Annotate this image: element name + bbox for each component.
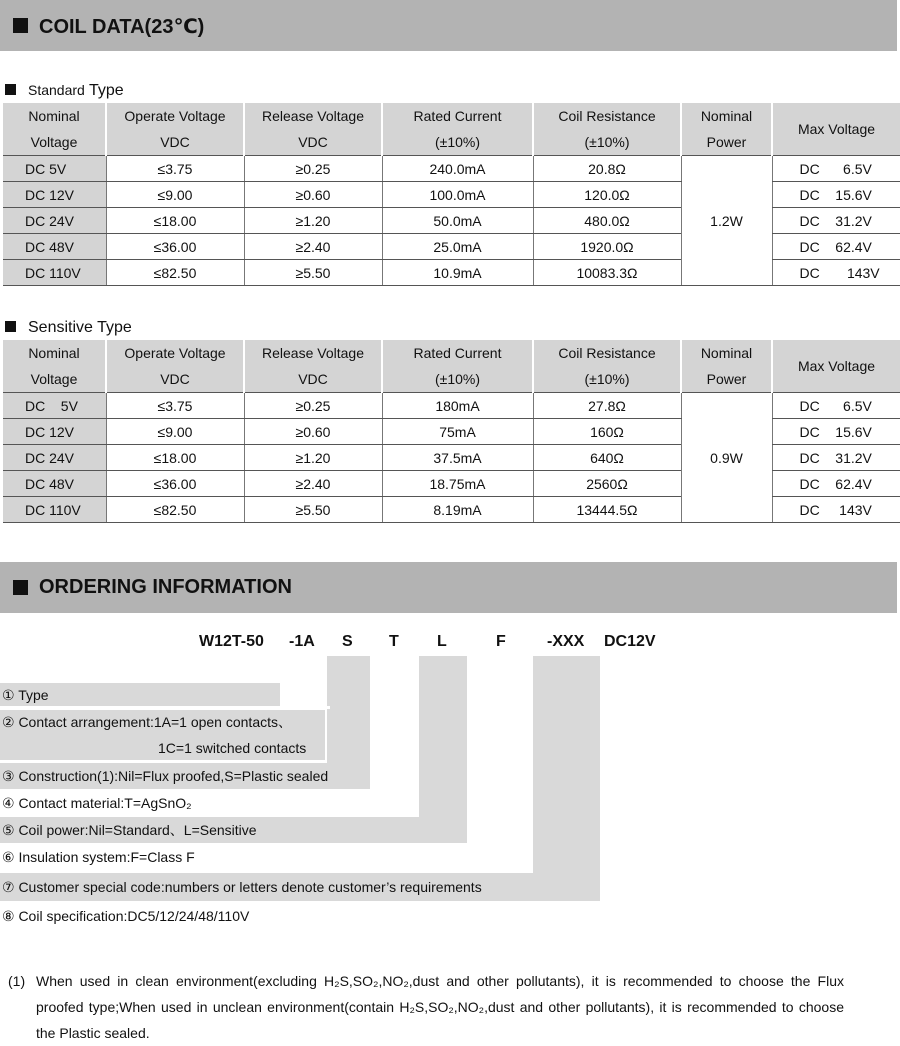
- code-power: L: [437, 633, 447, 650]
- code-model: W12T-50: [199, 633, 264, 650]
- max-voltage-cell: DC 31.2V: [772, 208, 900, 234]
- nominal-voltage-cell: DC 110V: [3, 497, 106, 523]
- header-cell: Nominal Power: [681, 340, 772, 393]
- header-cell: Operate Voltage VDC: [106, 103, 244, 156]
- coil-resistance-cell: 27.8Ω: [533, 393, 681, 419]
- nominal-power-cell: 1.2W: [681, 156, 772, 286]
- section-title: COIL DATA(23℃): [39, 16, 205, 38]
- nominal-power-cell: 0.9W: [681, 393, 772, 523]
- sensitive-type-heading: Sensitive Type: [5, 319, 132, 337]
- coil-resistance-cell: 640Ω: [533, 445, 681, 471]
- ordering-line-arrangement-2: 1C=1 switched contacts: [158, 740, 307, 756]
- release-voltage-cell: ≥5.50: [244, 260, 382, 286]
- operate-voltage-cell: ≤82.50: [106, 260, 244, 286]
- code-insulation: F: [496, 633, 506, 650]
- release-voltage-cell: ≥1.20: [244, 208, 382, 234]
- code-arrangement: -1A: [289, 633, 315, 650]
- max-voltage-cell: DC 6.5V: [772, 156, 900, 182]
- footnote-text: When used in clean environment(excluding H₂S,SO₂,NO₂,dust and other pollutants), it is recommended to choose the Flux proofed type;When used in unclean environment(contain H₂S,SO₂,NO₂,dust and other pollutants), it is recommended to choose the Plastic sealed.: [36, 973, 844, 1041]
- table-row: [3, 393, 900, 419]
- max-voltage-cell: DC 15.6V: [772, 182, 900, 208]
- operate-voltage-cell: ≤9.00: [106, 182, 244, 208]
- coil-resistance-cell: 480.0Ω: [533, 208, 681, 234]
- table-header-row: [3, 103, 900, 156]
- max-voltage-cell: DC 62.4V: [772, 471, 900, 497]
- ordering-line-coil: ⑧ Coil specification:DC5/12/24/48/110V: [2, 908, 250, 924]
- release-voltage-cell: ≥2.40: [244, 471, 382, 497]
- max-voltage-cell: DC 15.6V: [772, 419, 900, 445]
- rated-current-cell: 8.19mA: [382, 497, 533, 523]
- rated-current-cell: 75mA: [382, 419, 533, 445]
- nominal-voltage-cell: DC 5V: [3, 393, 106, 419]
- operate-voltage-cell: ≤82.50: [106, 497, 244, 523]
- nominal-voltage-cell: DC 5V: [3, 156, 106, 182]
- header-cell: Coil Resistance (±10%): [533, 103, 681, 156]
- coil-data-header: [0, 0, 897, 51]
- release-voltage-cell: ≥0.60: [244, 419, 382, 445]
- square-bullet-icon: [13, 580, 28, 595]
- footnote-number: (1): [8, 973, 26, 989]
- power-column: [419, 656, 467, 843]
- release-voltage-cell: ≥1.20: [244, 445, 382, 471]
- operate-voltage-cell: ≤3.75: [106, 393, 244, 419]
- nominal-voltage-cell: DC 110V: [3, 260, 106, 286]
- ordering-line-material: ④ Contact material:T=AgSnO₂: [2, 795, 192, 811]
- rated-current-cell: 10.9mA: [382, 260, 533, 286]
- code-custom: -XXX: [547, 633, 585, 650]
- header-cell: Max Voltage: [772, 103, 900, 156]
- square-bullet-icon: [5, 84, 16, 95]
- ordering-line-construction: ③ Construction(1):Nil=Flux proofed,S=Plastic sealed: [2, 768, 329, 784]
- max-voltage-cell: DC 62.4V: [772, 234, 900, 260]
- operate-voltage-cell: ≤18.00: [106, 208, 244, 234]
- rated-current-cell: 240.0mA: [382, 156, 533, 182]
- release-voltage-cell: ≥0.60: [244, 182, 382, 208]
- coil-resistance-cell: 160Ω: [533, 419, 681, 445]
- header-cell: Max Voltage: [772, 340, 900, 393]
- header-cell: Operate Voltage VDC: [106, 340, 244, 393]
- header-cell: Rated Current (±10%): [382, 103, 533, 156]
- section-title: ORDERING INFORMATION: [39, 576, 292, 598]
- table-header-row: [3, 340, 900, 393]
- ordering-line-insulation: ⑥ Insulation system:F=Class F: [2, 849, 195, 865]
- sensitive-coil-table: [3, 340, 900, 523]
- operate-voltage-cell: ≤36.00: [106, 234, 244, 260]
- nominal-voltage-cell: DC 48V: [3, 234, 106, 260]
- header-cell: Nominal Voltage: [3, 103, 106, 156]
- operate-voltage-cell: ≤3.75: [106, 156, 244, 182]
- coil-resistance-cell: 13444.5Ω: [533, 497, 681, 523]
- coil-resistance-cell: 1920.0Ω: [533, 234, 681, 260]
- nominal-voltage-cell: DC 12V: [3, 419, 106, 445]
- release-voltage-cell: ≥5.50: [244, 497, 382, 523]
- release-voltage-cell: ≥0.25: [244, 156, 382, 182]
- coil-resistance-cell: 120.0Ω: [533, 182, 681, 208]
- rated-current-cell: 100.0mA: [382, 182, 533, 208]
- ordering-line-type: ① Type: [2, 687, 49, 703]
- table-row: [3, 156, 900, 182]
- release-voltage-cell: ≥0.25: [244, 393, 382, 419]
- rated-current-cell: 18.75mA: [382, 471, 533, 497]
- ordering-information-header: [0, 562, 897, 613]
- operate-voltage-cell: ≤36.00: [106, 471, 244, 497]
- ordering-line-custom: ⑦ Customer special code:numbers or letters denote customer’s requirements: [2, 879, 482, 895]
- rated-current-cell: 37.5mA: [382, 445, 533, 471]
- ordering-line-arrangement: ② Contact arrangement:1A=1 open contacts、: [2, 714, 292, 730]
- nominal-voltage-cell: DC 24V: [3, 208, 106, 234]
- header-cell: Nominal Power: [681, 103, 772, 156]
- coil-resistance-cell: 10083.3Ω: [533, 260, 681, 286]
- header-cell: Coil Resistance (±10%): [533, 340, 681, 393]
- max-voltage-cell: DC 143V: [772, 497, 900, 523]
- release-voltage-cell: ≥2.40: [244, 234, 382, 260]
- nominal-voltage-cell: DC 12V: [3, 182, 106, 208]
- header-cell: Rated Current (±10%): [382, 340, 533, 393]
- operate-voltage-cell: ≤9.00: [106, 419, 244, 445]
- nominal-voltage-cell: DC 48V: [3, 471, 106, 497]
- square-bullet-icon: [13, 18, 28, 33]
- nominal-voltage-cell: DC 24V: [3, 445, 106, 471]
- header-cell: Release Voltage VDC: [244, 340, 382, 393]
- rated-current-cell: 180mA: [382, 393, 533, 419]
- custom-column: [533, 656, 600, 901]
- rated-current-cell: 25.0mA: [382, 234, 533, 260]
- operate-voltage-cell: ≤18.00: [106, 445, 244, 471]
- ordering-line-power: ⑤ Coil power:Nil=Standard、L=Sensitive: [2, 822, 257, 838]
- coil-resistance-cell: 2560Ω: [533, 471, 681, 497]
- max-voltage-cell: DC 143V: [772, 260, 900, 286]
- header-cell: Nominal Voltage: [3, 340, 106, 393]
- standard-type-heading: Standard Type: [5, 82, 124, 100]
- rated-current-cell: 50.0mA: [382, 208, 533, 234]
- coil-resistance-cell: 20.8Ω: [533, 156, 681, 182]
- square-bullet-icon: [5, 321, 16, 332]
- max-voltage-cell: DC 31.2V: [772, 445, 900, 471]
- header-cell: Release Voltage VDC: [244, 103, 382, 156]
- max-voltage-cell: DC 6.5V: [772, 393, 900, 419]
- code-material: T: [389, 633, 399, 650]
- code-coil: DC12V: [604, 633, 656, 650]
- code-construction: S: [342, 633, 353, 650]
- standard-coil-table: [3, 103, 900, 286]
